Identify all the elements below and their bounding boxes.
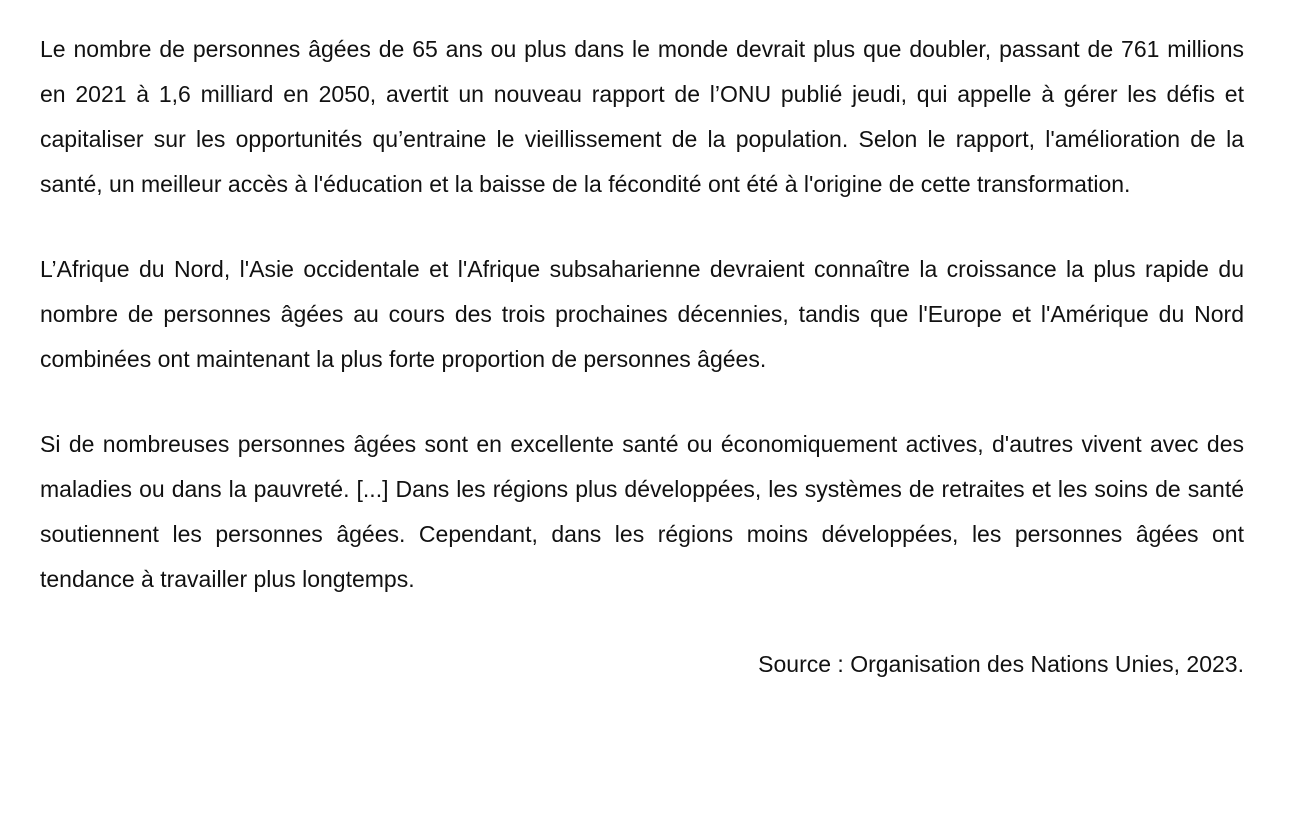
paragraph-1: Le nombre de personnes âgées de 65 ans ou plus dans le monde devrait plus que doubler, passant de 761 millions en 2021 à 1,6 milliard en 2050, avertit un nouveau rapport de l’ONU publié jeudi, qui appelle à gérer les défis et capitaliser sur les opportunités qu’entraine le vieillissement de la population. Selon le rapport, l'amélioration de la santé, un meilleur accès à l'éducation et la baisse de la fécondité ont été à l'origine de cette transformation. — [40, 36, 1244, 197]
paragraph-2: L’Afrique du Nord, l'Asie occidentale et l'Afrique subsaharienne devraient connaître la croissance la plus rapide du nombre de personnes âgées au cours des trois prochaines décennies, tandis que l'Europe et l'Amérique du Nord combinées ont maintenant la plus forte proportion de personnes âgées. — [40, 256, 1244, 372]
source-citation: Source : Organisation des Nations Unies, 2023. — [758, 651, 1244, 677]
paragraph-3: Si de nombreuses personnes âgées sont en excellente santé ou économiquement actives, d'autres vivent avec des maladies ou dans la pauvreté. [...] Dans les régions plus développées, les systèmes de retraites et les soins de santé soutiennent les personnes âgées. Cependant, dans les régions moins développées, les personnes âgées ont tendance à travailler plus longtemps. — [40, 431, 1244, 592]
